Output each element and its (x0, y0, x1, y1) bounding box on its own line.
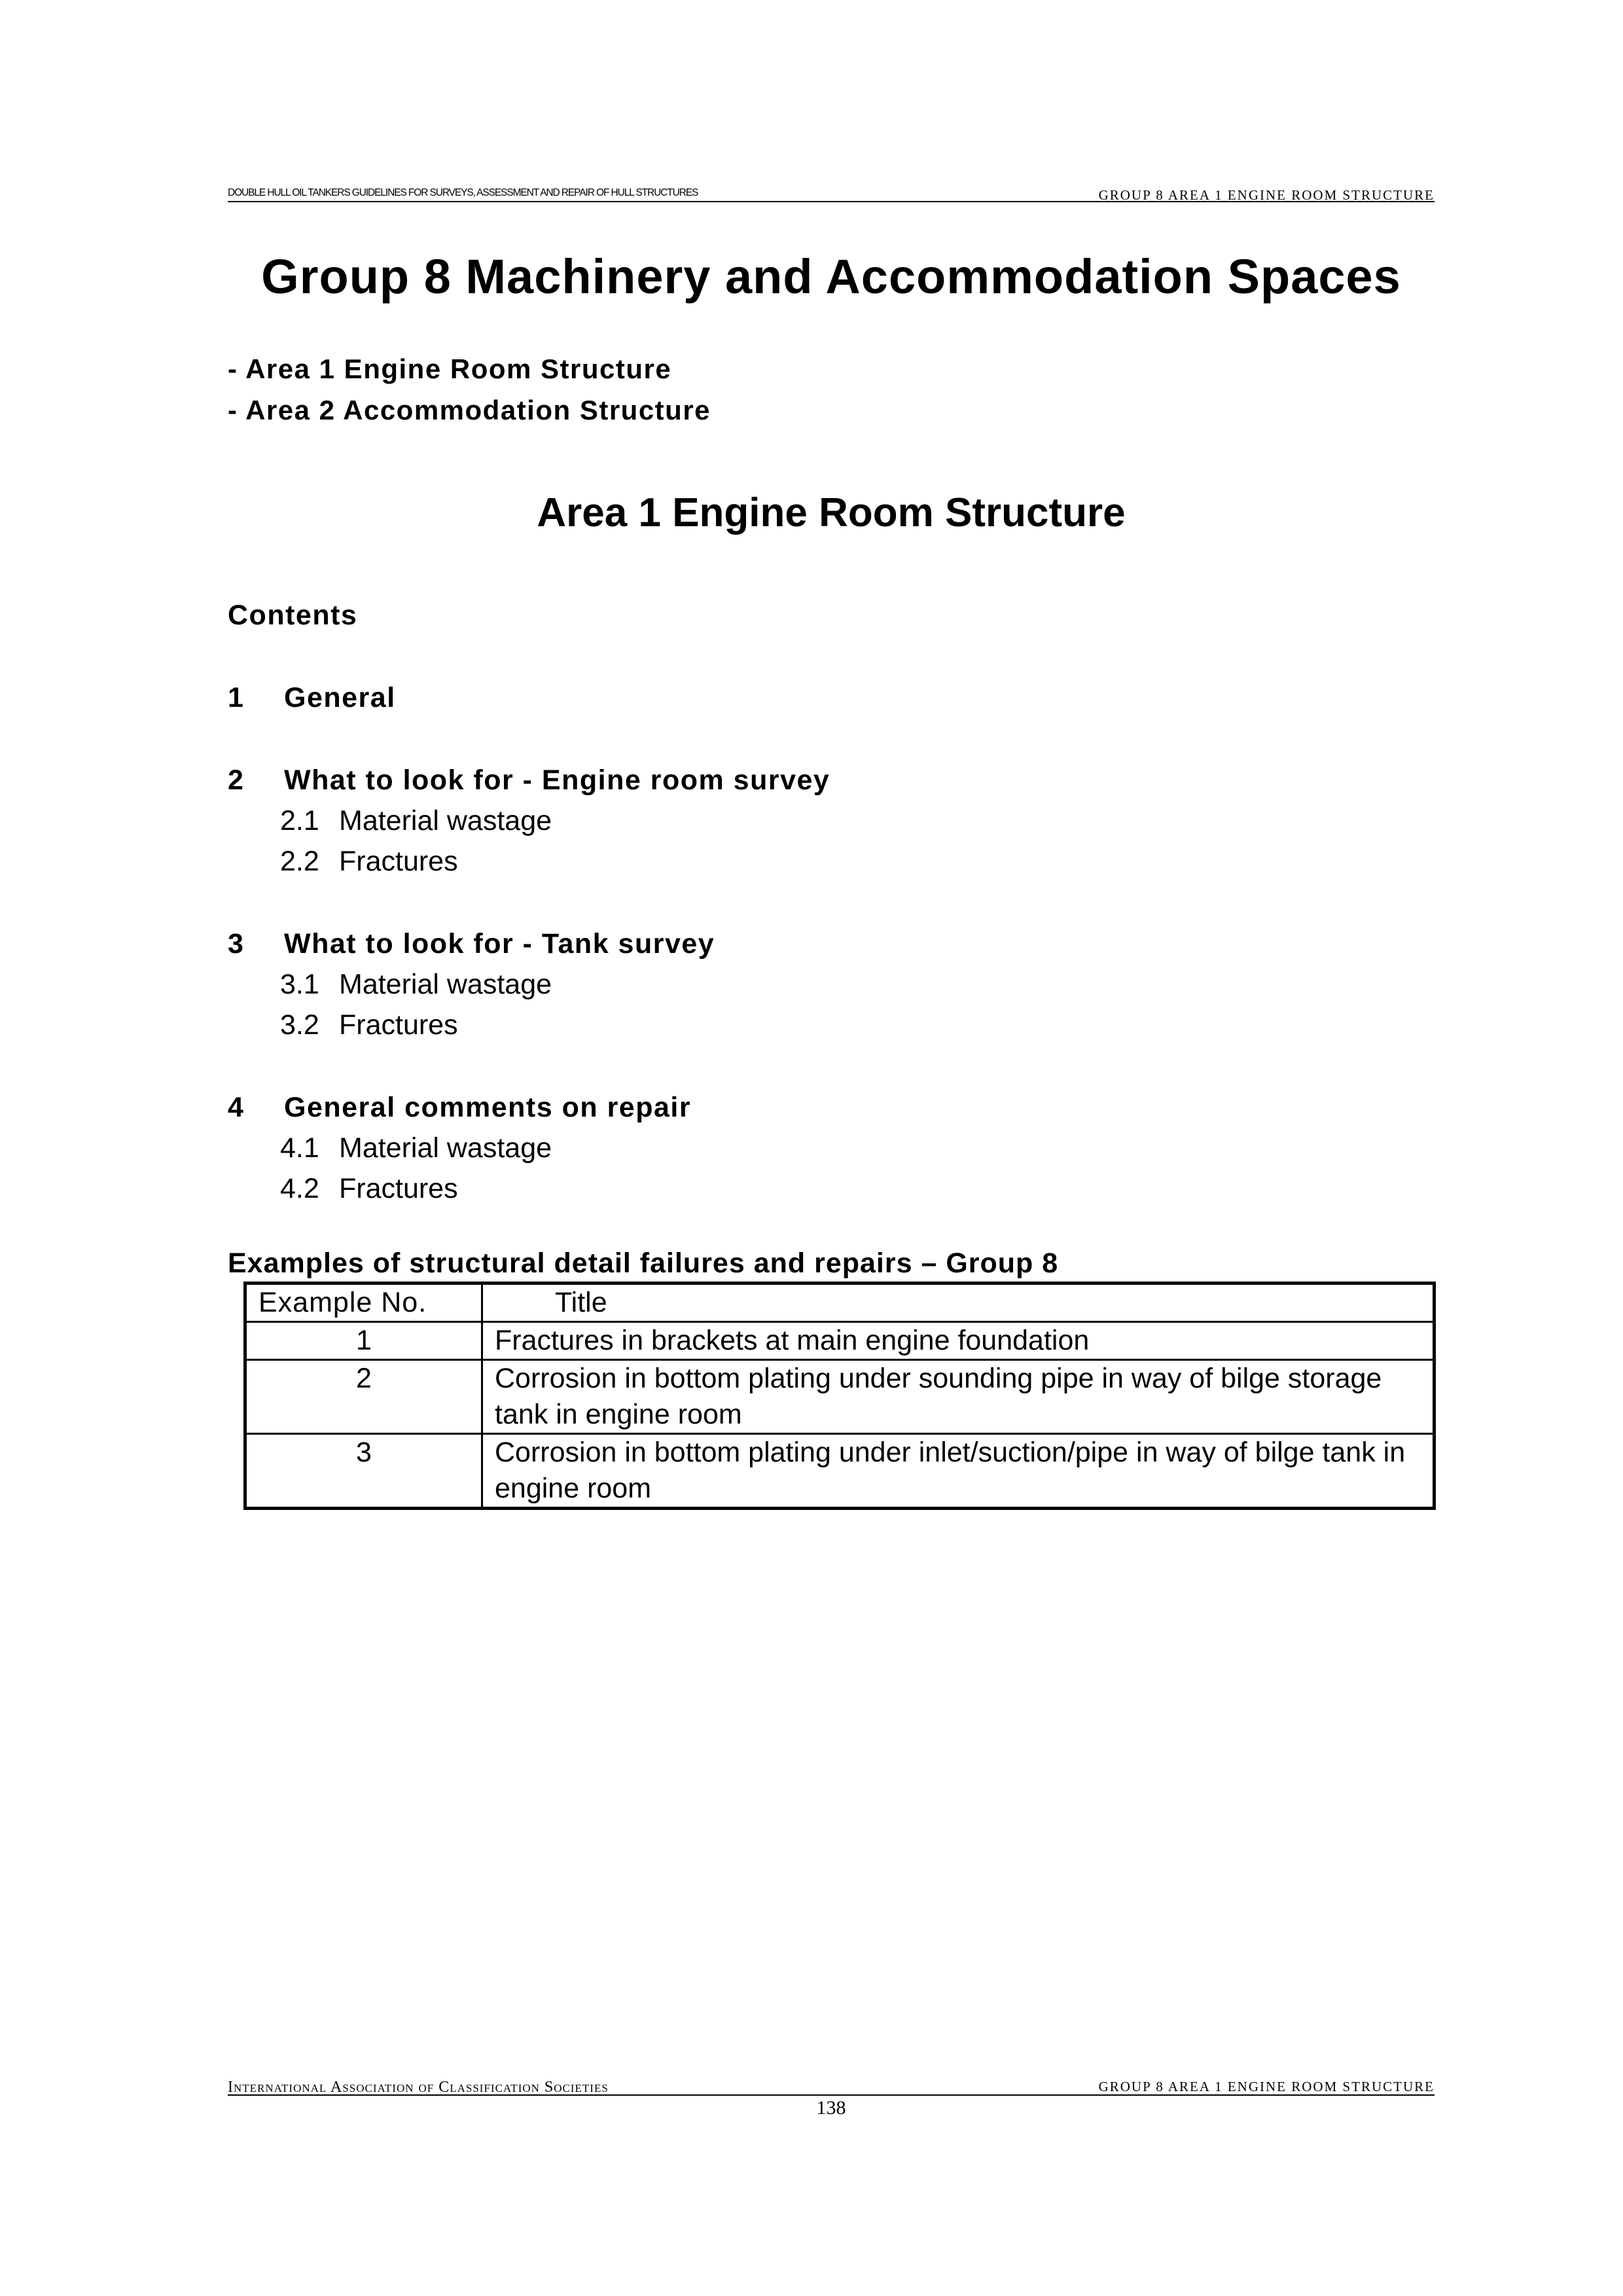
table-row (245, 1434, 1435, 1509)
example-title: Fractures in brackets at main engine foundation (482, 1322, 1435, 1360)
toc-subsection-number: 3.2 (280, 1009, 319, 1041)
toc-section-number: 3 (228, 928, 243, 960)
toc-section-number: 4 (228, 1092, 243, 1123)
toc-subsection-number: 3.1 (280, 969, 319, 1000)
examples-heading: Examples of structural detail failures and repairs – Group 8 (228, 1247, 1059, 1279)
toc-subsection-number: 4.1 (280, 1132, 319, 1164)
toc-subsection-title: Fractures (339, 1009, 458, 1041)
toc-section-title: General comments on repair (284, 1092, 692, 1123)
running-header-right: GROUP 8 AREA 1 ENGINE ROOM STRUCTURE (1098, 187, 1435, 203)
toc-subsection-title: Fractures (339, 1173, 458, 1204)
header-rule (228, 201, 1435, 202)
footer-rule (228, 2094, 1435, 2096)
footer-organization-text: International Association of Classification Societies (228, 2079, 609, 2096)
toc-section-title: What to look for - Engine room survey (284, 764, 830, 796)
example-number: 3 (245, 1434, 482, 1509)
page-number: 138 (816, 2097, 846, 2119)
running-header-left: DOUBLE HULL OIL TANKERS GUIDELINES FOR SURVEYS, ASSESSMENT AND REPAIR OF HULL STRUCTURES (228, 187, 698, 198)
table-header-row (245, 1283, 1435, 1322)
example-number: 2 (245, 1360, 482, 1434)
column-header-title: Title (482, 1283, 1435, 1322)
example-title: Corrosion in bottom plating under sounding pipe in way of bilge storage tank in engine room (482, 1360, 1435, 1434)
example-number: 1 (245, 1322, 482, 1360)
toc-subsection-number: 2.2 (280, 846, 319, 877)
examples-table (243, 1282, 1436, 1510)
toc-section-title: What to look for - Tank survey (284, 928, 715, 960)
toc-subsection-title: Fractures (339, 846, 458, 877)
toc-subsection-title: Material wastage (339, 805, 552, 836)
table-row (245, 1360, 1435, 1434)
area-list-item: - Area 2 Accommodation Structure (228, 395, 711, 425)
example-title: Corrosion in bottom plating under inlet/suction/pipe in way of bilge tank in engine room (482, 1434, 1435, 1509)
toc-subsection-title: Material wastage (339, 1132, 552, 1164)
contents-heading: Contents (228, 600, 358, 631)
column-header-example-no: Example No. (245, 1283, 482, 1322)
page-title: Group 8 Machinery and Accommodation Spaces (261, 249, 1401, 304)
area-list-item: - Area 1 Engine Room Structure (228, 353, 672, 384)
toc-subsection-title: Material wastage (339, 969, 552, 1000)
toc-section-title: General (284, 682, 396, 713)
toc-subsection-number: 4.2 (280, 1173, 319, 1204)
toc-section-number: 2 (228, 764, 243, 796)
footer-section: GROUP 8 AREA 1 ENGINE ROOM STRUCTURE (1098, 2079, 1435, 2094)
toc-section-number: 1 (228, 682, 243, 713)
table-row (245, 1322, 1435, 1360)
footer-organization (228, 2079, 609, 2096)
section-title: Area 1 Engine Room Structure (537, 490, 1126, 535)
toc-subsection-number: 2.1 (280, 805, 319, 836)
